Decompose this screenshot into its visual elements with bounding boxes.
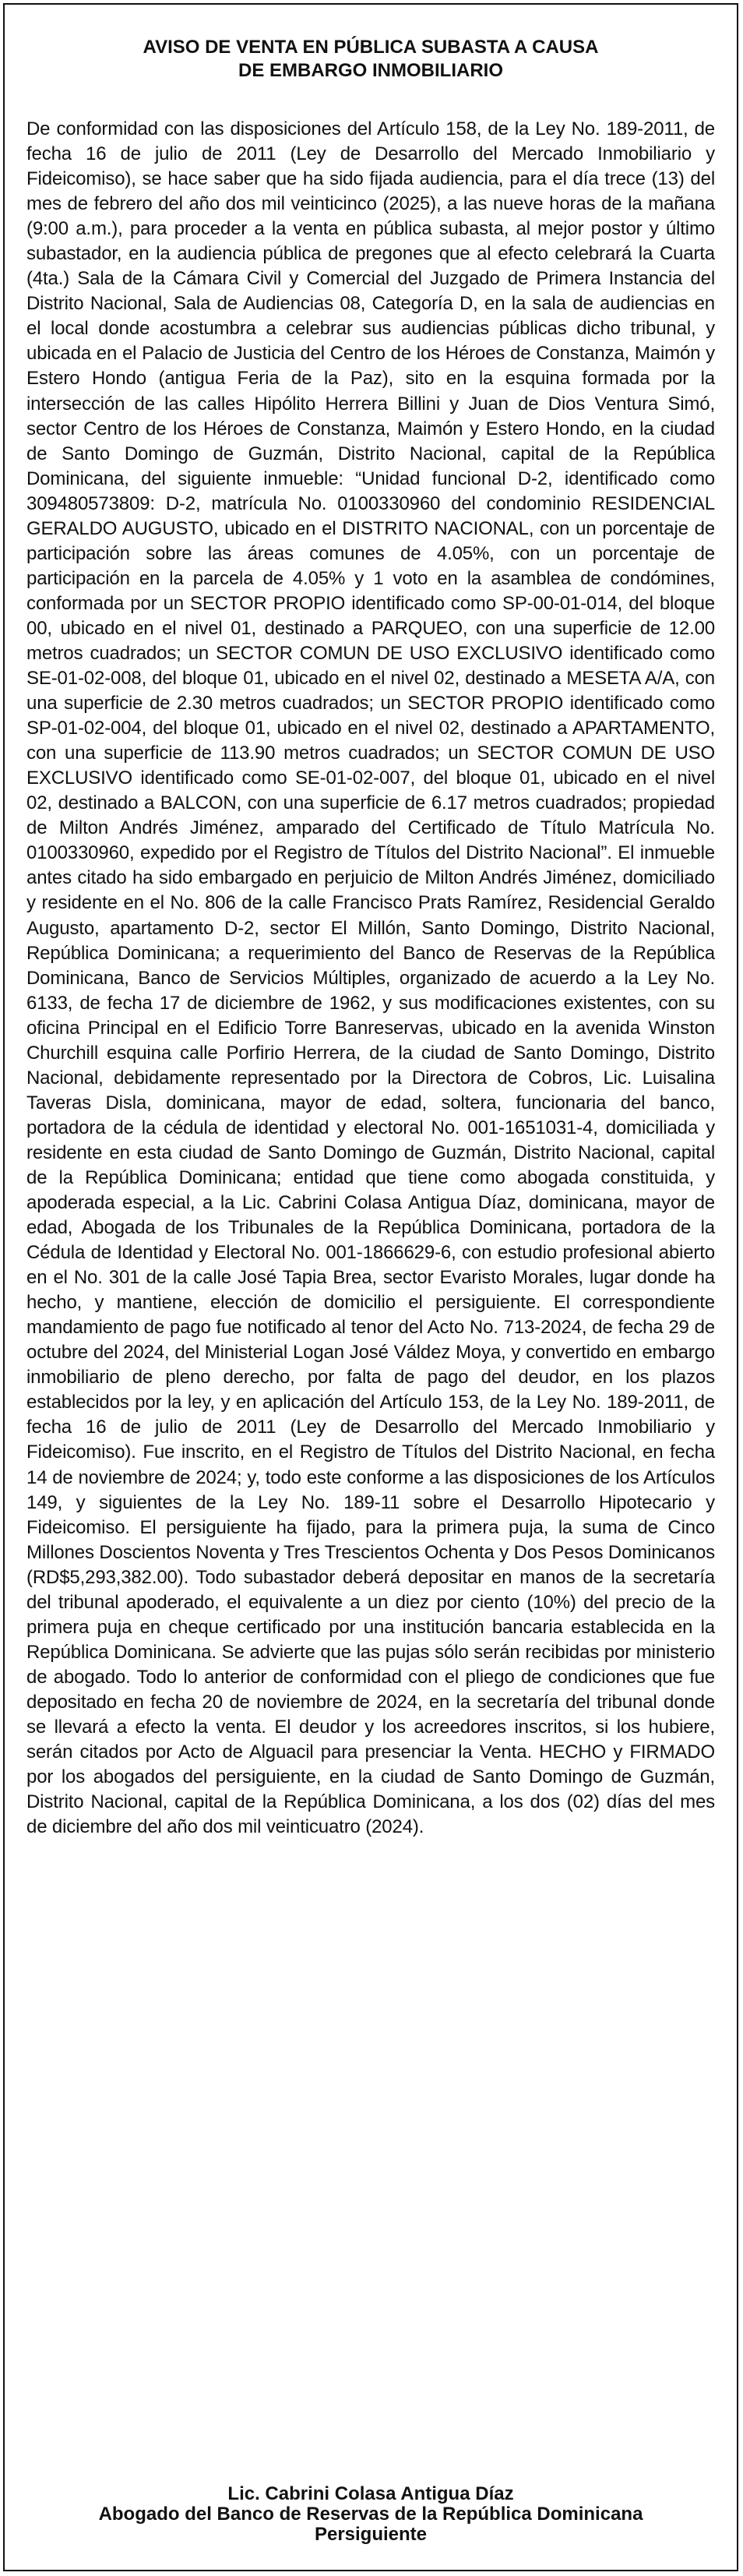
notice-content <box>26 36 715 1840</box>
notice-body: De conformidad con las disposiciones del Artículo 158, de la Ley No. 189-2011, de fecha 16 de julio de 2011 (Ley de Desarrollo del Mercado Inmobiliario y Fideicomiso), se hace saber que ha sido fijada audiencia, para el día trece (13) del mes de febrero del año dos mil veinticinco (2025), a las nueve horas de la mañana (9:00 a.m.), para proceder a la venta en pública subasta, al mejor postor y último subastador, en la audiencia pública de pregones que al efecto celebrará la Cuarta (4ta.) Sala de la Cámara Civil y Comercial del Juzgado de Primera Instancia del Distrito Nacional, Sala de Audiencias 08, Categoría D, en la sala de audiencias en el local donde acostumbra a celebrar sus audiencias públicas dicho tribunal, y ubicada en el Palacio de Justicia del Centro de los Héroes de Constanza, Maimón y Estero Hondo (antigua Feria de la Paz), sito en la esquina formada por la intersección de las calles Hipólito Herrera Billini y Juan de Dios Ventura Simó, sector Centro de los Héroes de Constanza, Maimón y Estero Hondo, en la ciudad de Santo Domingo de Guzmán, Distrito Nacional, capital de la República Dominicana, del siguiente inmueble: “Unidad funcional D-2, identificado como 309480573809: D-2, matrícula No. 0100330960 del condominio RESIDENCIAL GERALDO AUGUSTO, ubicado en el DISTRITO NACIONAL, con un porcentaje de participación sobre las áreas comunes de 4.05%, con un porcentaje de participación en la parcela de 4.05% y 1 voto en la asamblea de condómines, conformada por un SECTOR PROPIO identificado como SP-00-01-014, del bloque 00, ubicado en el nivel 01, destinado a PARQUEO, con una superficie de 12.00 metros cuadrados; un SECTOR COMUN DE USO EXCLUSIVO identificado como SE-01-02-008, del bloque 01, ubicado en el nivel 02, destinado a MESETA A/A, con una superficie de 2.30 metros cuadrados; un SECTOR PROPIO identificado como SP-01-02-004, del bloque 01, ubicado en el nivel 02, destinado a APARTAMENTO, con una superficie de 113.90 metros cuadrados; un SECTOR COMUN DE USO EXCLUSIVO identificado como SE-01-02-007, del bloque 01, ubicado en el nivel 02, destinado a BALCON, con una superficie de 6.17 metros cuadrados; propiedad de Milton Andrés Jiménez, amparado del Certificado de Título Matrícula No. 0100330960, expedido por el Registro de Títulos del Distrito Nacional”. El inmueble antes citado ha sido embargado en perjuicio de Milton Andrés Jiménez, domiciliado y residente en el No. 806 de la calle Francisco Prats Ramírez, Residencial Geraldo Augusto, apartamento D-2, sector El Millón, Santo Domingo, Distrito Nacional, República Dominicana; a requerimiento del Banco de Reservas de la República Dominicana, Banco de Servicios Múltiples, organizado de acuerdo a la Ley No. 6133, de fecha 17 de diciembre de 1962, y sus modificaciones existentes, con su oficina Principal en el Edificio Torre Banreservas, ubicado en la avenida Winston Churchill esquina calle Porfirio Herrera, de la ciudad de Santo Domingo, Distrito Nacional, debidamente representado por la Directora de Cobros, Lic. Luisalina Taveras Disla, dominicana, mayor de edad, soltera, funcionaria del banco, portadora de la cédula de identidad y electoral No. 001-1651031-4, domiciliada y residente en esta ciudad de Santo Domingo de Guzmán, Distrito Nacional, capital de la República Dominicana; entidad que tiene como abogada constituida, y apoderada especial, a la Lic. Cabrini Colasa Antigua Díaz, dominicana, mayor de edad, Abogada de los Tribunales de la República Dominicana, portadora de la Cédula de Identidad y Electoral No. 001-1866629-6, con estudio profesional abierto en el No. 301 de la calle José Tapia Brea, sector Evaristo Morales, lugar donde ha hecho, y mantiene, elección de domicilio el persiguiente. El correspondiente mandamiento de pago fue notificado al tenor del Acto No. 713-2024, de fecha 29 de octubre del 2024, del Ministerial Logan José Váldez Moya, y convertido en embargo inmobiliario de pleno derecho, por falta de pago del deudor, en los plazos establecidos por la ley, y en aplicación del Artículo 153, de la Ley No. 189-2011, de fecha 16 de julio de 2011 (Ley de Desarrollo del Mercado Inmobiliario y Fideicomiso). Fue inscrito, en el Registro de Títulos del Distrito Nacional, en fecha 14 de noviembre de 2024; y, todo este conforme a las disposiciones de los Artículos 149, y siguientes de la Ley No. 189-11 sobre el Desarrollo Hipotecario y Fideicomiso. El persiguiente ha fijado, para la primera puja, la suma de Cinco Millones Doscientos Noventa y Tres Trescientos Ochenta y Dos Pesos Dominicanos (RD$5,293,382.00). Todo subastador deberá depositar en manos de la secretaría del tribunal apoderado, el equivalente a un diez por ciento (10%) del precio de la primera puja en cheque certificado por una institución bancaria establecida en la República Dominicana. Se advierte que las pujas sólo serán recibidas por ministerio de abogado. Todo lo anterior de conformidad con el pliego de condiciones que fue depositado en fecha 20 de noviembre de 2024, en la secretaría del tribunal donde se llevará a efecto la venta. El deudor y los acreedores inscritos, si los hubiere, serán citados por Acto de Alguacil para presenciar la Venta. HECHO y FIRMADO por los abogados del persiguiente, en la ciudad de Santo Domingo de Guzmán, Distrito Nacional, capital de la República Dominicana, a los dos (02) días del mes de diciembre del año dos mil veinticuatro (2024). <box>26 118 715 1838</box>
notice-title-line2: DE EMBARGO INMOBILIARIO <box>238 60 503 81</box>
signature-party: Persiguiente <box>314 2524 428 2545</box>
notice-title-line1: AVISO DE VENTA EN PÚBLICA SUBASTA A CAUSA <box>143 37 599 58</box>
notice-frame <box>3 3 738 2571</box>
signature-role: Abogado del Banco de Reservas de la República Dominicana <box>98 2504 643 2525</box>
notice-title <box>26 36 715 83</box>
signature-name: Lic. Cabrini Colasa Antigua Díaz <box>227 2483 514 2504</box>
signature-block <box>26 2484 715 2545</box>
